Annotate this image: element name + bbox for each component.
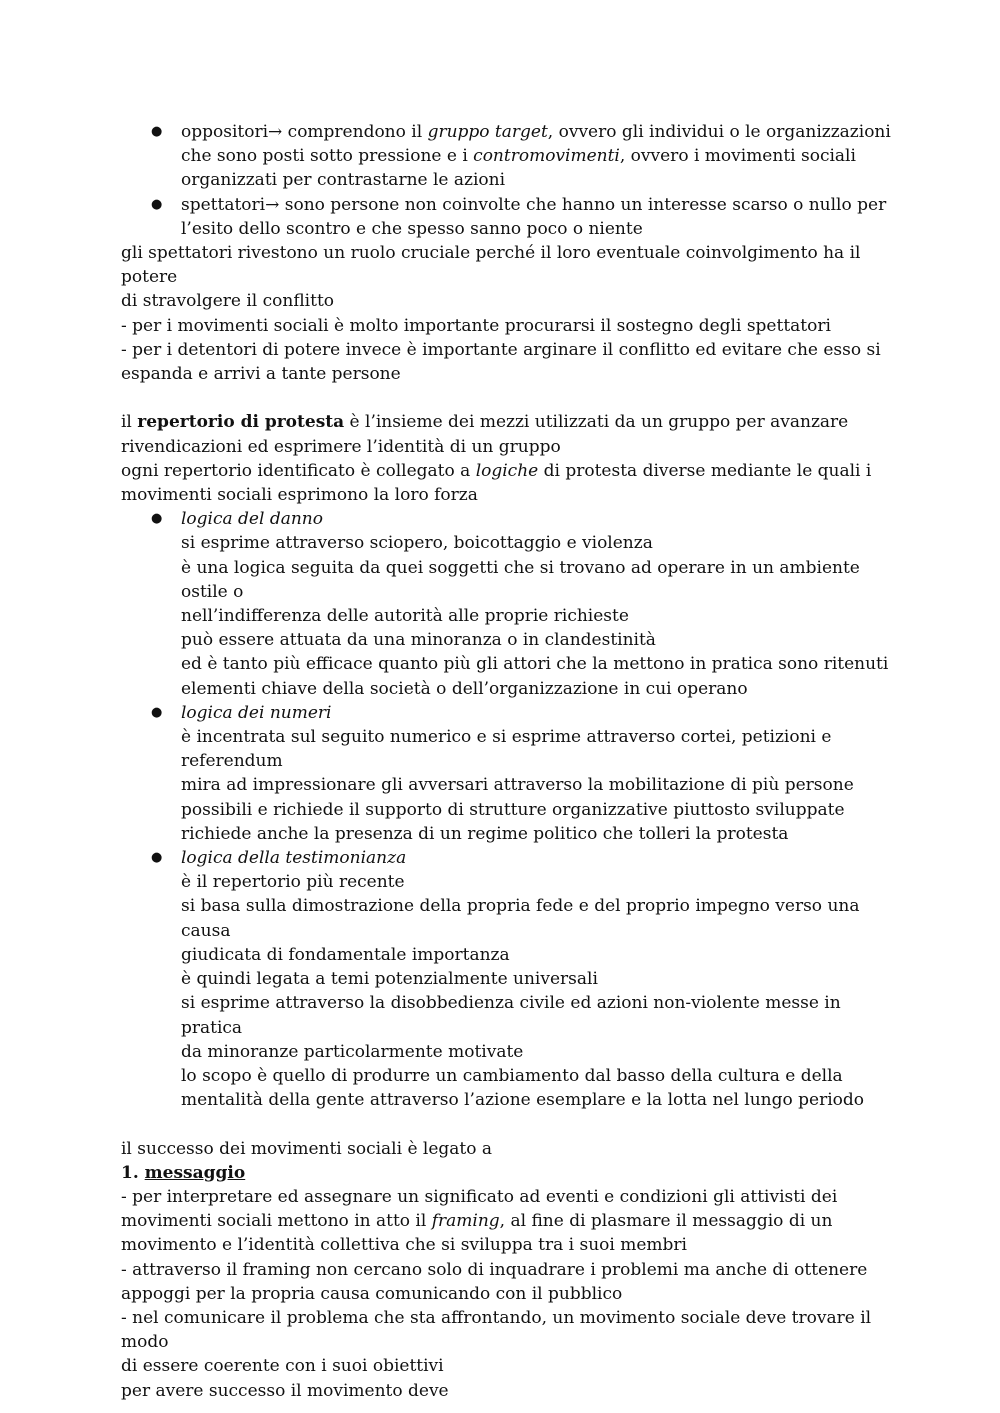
text-line — [181, 604, 891, 628]
text-line — [181, 507, 891, 531]
bold-term: repertorio di protesta — [137, 412, 345, 433]
text-span: si basa sulla dimostrazione della propria fede e del proprio impegno verso una causa — [181, 896, 860, 941]
text-span: lo scopo è quello di produrre un cambiamento dal basso della cultura e della — [181, 1065, 843, 1086]
text-span: - attraverso il framing non cercano solo di inquadrare i problemi ma anche di ottenere — [121, 1259, 868, 1280]
text-line — [181, 943, 891, 967]
text-line — [181, 168, 891, 192]
text-line — [181, 773, 891, 797]
text-span: è una logica seguita da quei soggetti che si trovano ad operare in un ambiente ostile o — [181, 557, 860, 602]
text-line — [121, 314, 891, 338]
text-span: mentalità della gente attraverso l’azione esemplare e la lotta nel lungo periodo — [181, 1090, 865, 1111]
text-span: - per i detentori di potere invece è importante arginare il conflitto ed evitare che esso si — [121, 339, 881, 360]
text-span: è il repertorio più recente — [181, 872, 405, 893]
text-span: mira ad impressionare gli avversari attraverso la mobilitazione di più persone — [181, 775, 854, 796]
text-line — [181, 701, 891, 725]
text-span: il — [121, 412, 138, 433]
list-item — [121, 846, 891, 1112]
text-span: il successo dei movimenti sociali è legato a — [121, 1138, 493, 1159]
text-line — [121, 1137, 891, 1161]
text-line — [121, 1233, 891, 1257]
text-line — [181, 725, 891, 749]
text-span: l’esito dello scontro e che spesso sanno poco o niente — [181, 218, 643, 239]
text-line — [121, 1258, 891, 1282]
text-line — [181, 822, 891, 846]
text-line — [181, 652, 891, 676]
text-line — [181, 556, 891, 604]
bullet-icon: ● — [151, 850, 163, 866]
text-line — [181, 991, 891, 1039]
text-span: per avere successo il movimento deve — [121, 1380, 449, 1401]
success-intro-paragraph — [121, 1137, 891, 1161]
message-paragraph — [121, 1185, 891, 1403]
text-span: è incentrata sul seguito numerico e si esprime attraverso cortei, petizioni e — [181, 727, 832, 748]
text-line — [121, 338, 891, 362]
text-span: è l’insieme dei mezzi utilizzati da un gruppo per avanzare — [344, 412, 849, 433]
text-line — [181, 217, 891, 241]
text-span: di protesta diverse mediante le quali i — [538, 460, 872, 481]
text-span: possibili e richiede il supporto di strutture organizzative piuttosto sviluppate — [181, 799, 845, 820]
bullet-icon: ● — [151, 124, 163, 139]
italic-term: logica del danno — [181, 509, 323, 530]
list-item — [121, 507, 891, 701]
text-line — [121, 1282, 891, 1306]
text-line — [181, 120, 891, 144]
text-span: appoggi per la propria causa comunicando con il pubblico — [121, 1283, 623, 1304]
text-line — [121, 241, 891, 289]
text-span: , ovvero i movimenti sociali — [619, 146, 856, 167]
text-line — [181, 967, 891, 991]
text-line — [181, 798, 891, 822]
text-line — [181, 144, 891, 168]
text-span: oppositori→ comprendono il — [181, 122, 428, 142]
text-line — [181, 628, 891, 652]
text-line — [121, 289, 891, 313]
text-line — [121, 1379, 891, 1403]
italic-term: logica della testimonianza — [181, 848, 407, 869]
section-heading-number: 1. — [121, 1162, 145, 1183]
bullet-icon: ● — [151, 196, 163, 212]
bullet-icon: ● — [151, 511, 163, 527]
blank-line — [121, 1112, 891, 1136]
text-span: , al fine di plasmare il messaggio di un — [499, 1211, 833, 1232]
text-line — [121, 410, 891, 434]
text-span: organizzati per contrastarne le azioni — [181, 170, 506, 191]
text-span: referendum — [181, 751, 283, 772]
participants-list — [121, 120, 891, 241]
text-span: è quindi legata a temi potenzialmente universali — [181, 969, 598, 990]
text-line — [121, 1185, 891, 1209]
text-span: si esprime attraverso sciopero, boicottaggio e violenza — [181, 533, 653, 554]
italic-term: gruppo target — [427, 122, 548, 142]
text-span: espanda e arrivi a tante persone — [121, 364, 401, 385]
text-line — [121, 459, 891, 483]
text-span: movimenti sociali mettono in atto il — [121, 1211, 432, 1232]
section-heading — [121, 1161, 891, 1185]
section-heading-title: messaggio — [144, 1162, 246, 1183]
text-span: di essere coerente con i suoi obiettivi — [121, 1356, 444, 1377]
list-item — [121, 193, 891, 241]
text-span: elementi chiave della società o dell’organizzazione in cui operano — [181, 678, 748, 699]
text-span: , ovvero gli individui o le organizzazioni — [547, 122, 891, 142]
text-line — [181, 677, 891, 701]
text-line — [121, 1354, 891, 1378]
text-span: ogni repertorio identificato è collegato a — [121, 460, 476, 481]
text-span: può essere attuata da una minoranza o in clandestinità — [181, 630, 656, 651]
text-line — [181, 1040, 891, 1064]
text-span: movimenti sociali esprimono la loro forza — [121, 485, 478, 506]
text-span: da minoranze particolarmente motivate — [181, 1041, 524, 1062]
text-line — [121, 435, 891, 459]
document-body — [121, 120, 891, 1403]
italic-term: logiche — [475, 460, 539, 481]
text-span: - nel comunicare il problema che sta affrontando, un movimento sociale deve trovare il modo — [121, 1307, 872, 1353]
repertoire-paragraph — [121, 410, 891, 507]
text-line — [121, 362, 891, 386]
text-span: si esprime attraverso la disobbedienza civile ed azioni non-violente messe in pratica — [181, 993, 841, 1038]
text-span: di stravolgere il conflitto — [121, 291, 335, 312]
italic-term: contromovimenti — [473, 146, 620, 167]
text-span: giudicata di fondamentale importanza — [181, 944, 510, 965]
text-line — [121, 1306, 891, 1354]
list-item — [121, 120, 891, 193]
text-line — [181, 846, 891, 870]
italic-term: framing — [431, 1211, 500, 1232]
bullet-icon: ● — [151, 704, 163, 720]
italic-term: logica dei numeri — [181, 702, 332, 723]
blank-line — [121, 386, 891, 410]
text-line — [181, 531, 891, 555]
text-line — [181, 749, 891, 773]
text-span: nell’indifferenza delle autorità alle proprie richieste — [181, 606, 629, 627]
text-line — [181, 193, 891, 217]
protest-logics-list — [121, 507, 891, 1112]
text-span: spettatori→ sono persone non coinvolte che hanno un interesse scarso o nullo per — [181, 194, 887, 215]
text-span: ed è tanto più efficace quanto più gli attori che la mettono in pratica sono ritenuti — [181, 654, 889, 675]
text-span: che sono posti sotto pressione e i — [181, 146, 474, 167]
text-span: - per i movimenti sociali è molto importante procurarsi il sostegno degli spettatori — [121, 315, 831, 336]
list-item — [121, 701, 891, 846]
text-line — [121, 1209, 891, 1233]
text-line — [181, 870, 891, 894]
text-line — [121, 483, 891, 507]
text-span: movimento e l’identità collettiva che si sviluppa tra i suoi membri — [121, 1235, 687, 1256]
spectators-paragraph — [121, 241, 891, 386]
text-span: rivendicazioni ed esprimere l’identità di un gruppo — [121, 436, 561, 457]
text-span: gli spettatori rivestono un ruolo cruciale perché il loro eventuale coinvolgimento ha il potere — [121, 243, 861, 288]
text-line — [181, 894, 891, 942]
text-line — [181, 1088, 891, 1112]
text-span: - per interpretare ed assegnare un significato ad eventi e condizioni gli attivisti dei — [121, 1186, 838, 1207]
text-span: richiede anche la presenza di un regime politico che tolleri la protesta — [181, 823, 789, 844]
text-line — [181, 1064, 891, 1088]
